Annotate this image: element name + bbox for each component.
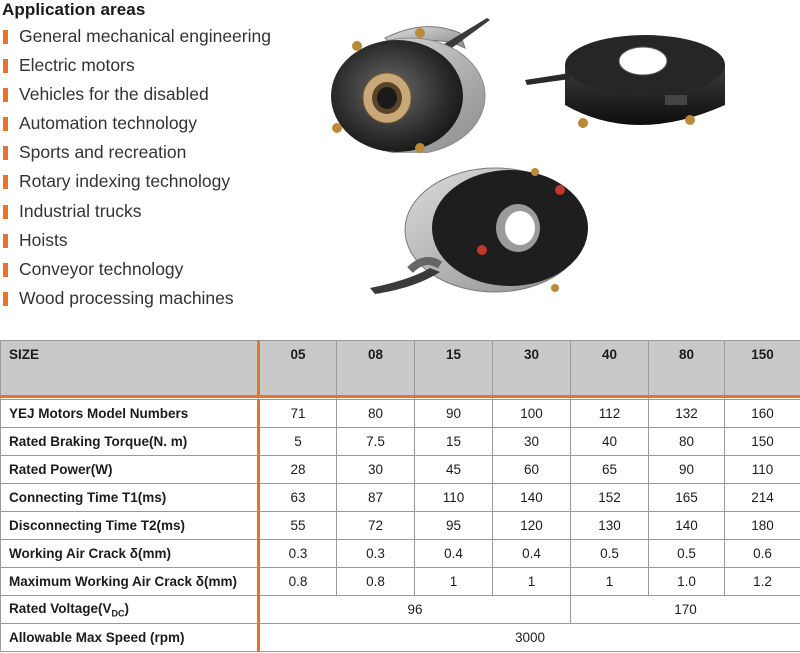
list-item <box>0 227 271 256</box>
table-cell: 5 <box>259 428 337 456</box>
list-item-label: Wood processing machines <box>19 287 234 308</box>
table-row <box>1 568 800 596</box>
table-cell: 28 <box>259 456 337 484</box>
table-cell: 1 <box>571 568 649 596</box>
list-item-label: General mechanical engineering <box>19 26 271 46</box>
size-header-cell: 80 <box>649 341 725 397</box>
table-cell: 45 <box>415 456 493 484</box>
table-cell: 0.5 <box>649 540 725 568</box>
table-cell: 165 <box>649 484 725 512</box>
table-cell: 1 <box>415 568 493 596</box>
row-label: Working Air Crack δ(mm) <box>1 540 259 568</box>
table-row <box>1 540 800 568</box>
list-item <box>0 81 271 110</box>
table-cell: 30 <box>337 456 415 484</box>
specification-table <box>0 340 800 652</box>
bullet-marker <box>3 292 8 306</box>
row-label: Maximum Working Air Crack δ(mm) <box>1 568 259 596</box>
list-item-label: Rotary indexing technology <box>19 171 231 192</box>
table-cell: 40 <box>571 428 649 456</box>
table-cell: 1 <box>493 568 571 596</box>
bullet-marker <box>3 117 8 131</box>
row-label: YEJ Motors Model Numbers <box>1 400 259 428</box>
table-row <box>1 596 800 624</box>
table-cell: 7.5 <box>337 428 415 456</box>
list-item <box>0 110 271 139</box>
table-cell: 214 <box>725 484 800 512</box>
list-item-label: Industrial trucks <box>19 200 142 221</box>
table-cell: 110 <box>725 456 800 484</box>
table-row <box>1 456 800 484</box>
table-cell: 60 <box>493 456 571 484</box>
bullet-marker <box>3 146 8 160</box>
table-cell: 0.4 <box>493 540 571 568</box>
table-cell: 0.3 <box>337 540 415 568</box>
table-cell: 96 <box>259 596 571 624</box>
table-cell: 71 <box>259 400 337 428</box>
application-areas-list <box>0 23 271 314</box>
brake-with-cable-image <box>370 160 595 310</box>
list-item-label: Electric motors <box>19 55 135 76</box>
table-cell: 130 <box>571 512 649 540</box>
size-header-cell: 08 <box>337 341 415 397</box>
table-row <box>1 400 800 428</box>
table-cell: 120 <box>493 512 571 540</box>
table-cell: 63 <box>259 484 337 512</box>
table-cell: 65 <box>571 456 649 484</box>
list-item-label: Conveyor technology <box>19 258 184 279</box>
table-cell: 30 <box>493 428 571 456</box>
table-cell: 87 <box>337 484 415 512</box>
list-item <box>0 285 271 314</box>
size-header-cell: 05 <box>259 341 337 397</box>
table-cell: 0.8 <box>337 568 415 596</box>
list-item <box>0 52 271 81</box>
table-cell: 95 <box>415 512 493 540</box>
table-cell: 112 <box>571 400 649 428</box>
table-cell: 80 <box>649 428 725 456</box>
table-row <box>1 624 800 652</box>
table-row <box>1 484 800 512</box>
table-cell: 80 <box>337 400 415 428</box>
bullet-marker <box>3 234 8 248</box>
table-cell: 15 <box>415 428 493 456</box>
rated-voltage-label: Rated Voltage(V <box>9 600 112 616</box>
size-header: SIZE <box>1 341 259 397</box>
enclosed-brake-image <box>525 25 750 140</box>
list-item <box>0 139 271 168</box>
table-cell: 72 <box>337 512 415 540</box>
bullet-marker <box>3 59 8 73</box>
table-row <box>1 428 800 456</box>
table-header-row <box>1 341 800 397</box>
list-item <box>0 198 271 227</box>
row-label: Rated Braking Torque(N. m) <box>1 428 259 456</box>
row-label: Disconnecting Time T2(ms) <box>1 512 259 540</box>
header-separator-line <box>0 395 800 398</box>
bullet-marker <box>3 205 8 219</box>
list-item <box>0 23 271 52</box>
row-label <box>1 596 259 624</box>
table-row <box>1 512 800 540</box>
bullet-marker <box>3 88 8 102</box>
table-cell: 3000 <box>259 624 800 652</box>
table-cell: 0.6 <box>725 540 800 568</box>
brake-with-release-lever-image <box>325 18 490 153</box>
table-cell: 0.5 <box>571 540 649 568</box>
row-label: Allowable Max Speed (rpm) <box>1 624 259 652</box>
section-title: Application areas <box>2 0 146 19</box>
table-cell: 152 <box>571 484 649 512</box>
rated-voltage-subscript: DC <box>111 608 125 619</box>
table-cell: 180 <box>725 512 800 540</box>
table-cell: 0.8 <box>259 568 337 596</box>
table-cell: 140 <box>493 484 571 512</box>
bullet-marker <box>3 175 8 189</box>
table-cell: 0.3 <box>259 540 337 568</box>
table-cell: 1.0 <box>649 568 725 596</box>
size-header-cell: 30 <box>493 341 571 397</box>
table-cell: 150 <box>725 428 800 456</box>
table-cell: 100 <box>493 400 571 428</box>
bullet-marker <box>3 263 8 277</box>
list-item <box>0 168 271 197</box>
table-cell: 132 <box>649 400 725 428</box>
row-label: Connecting Time T1(ms) <box>1 484 259 512</box>
table-cell: 110 <box>415 484 493 512</box>
table-cell: 1.2 <box>725 568 800 596</box>
list-item-label: Automation technology <box>19 113 198 134</box>
row-label: Rated Power(W) <box>1 456 259 484</box>
list-item-label: Vehicles for the disabled <box>19 84 209 105</box>
rated-voltage-label-end: ) <box>124 600 130 616</box>
table-cell: 90 <box>649 456 725 484</box>
table-cell: 0.4 <box>415 540 493 568</box>
table-cell: 160 <box>725 400 800 428</box>
table-cell: 90 <box>415 400 493 428</box>
bullet-marker <box>3 30 8 44</box>
list-item <box>0 256 271 285</box>
table-cell: 55 <box>259 512 337 540</box>
table-cell: 170 <box>571 596 800 624</box>
table-cell: 140 <box>649 512 725 540</box>
size-header-cell: 15 <box>415 341 493 397</box>
list-item-label: Sports and recreation <box>19 142 187 163</box>
list-item-label: Hoists <box>19 229 68 250</box>
size-header-cell: 150 <box>725 341 800 397</box>
size-header-cell: 40 <box>571 341 649 397</box>
